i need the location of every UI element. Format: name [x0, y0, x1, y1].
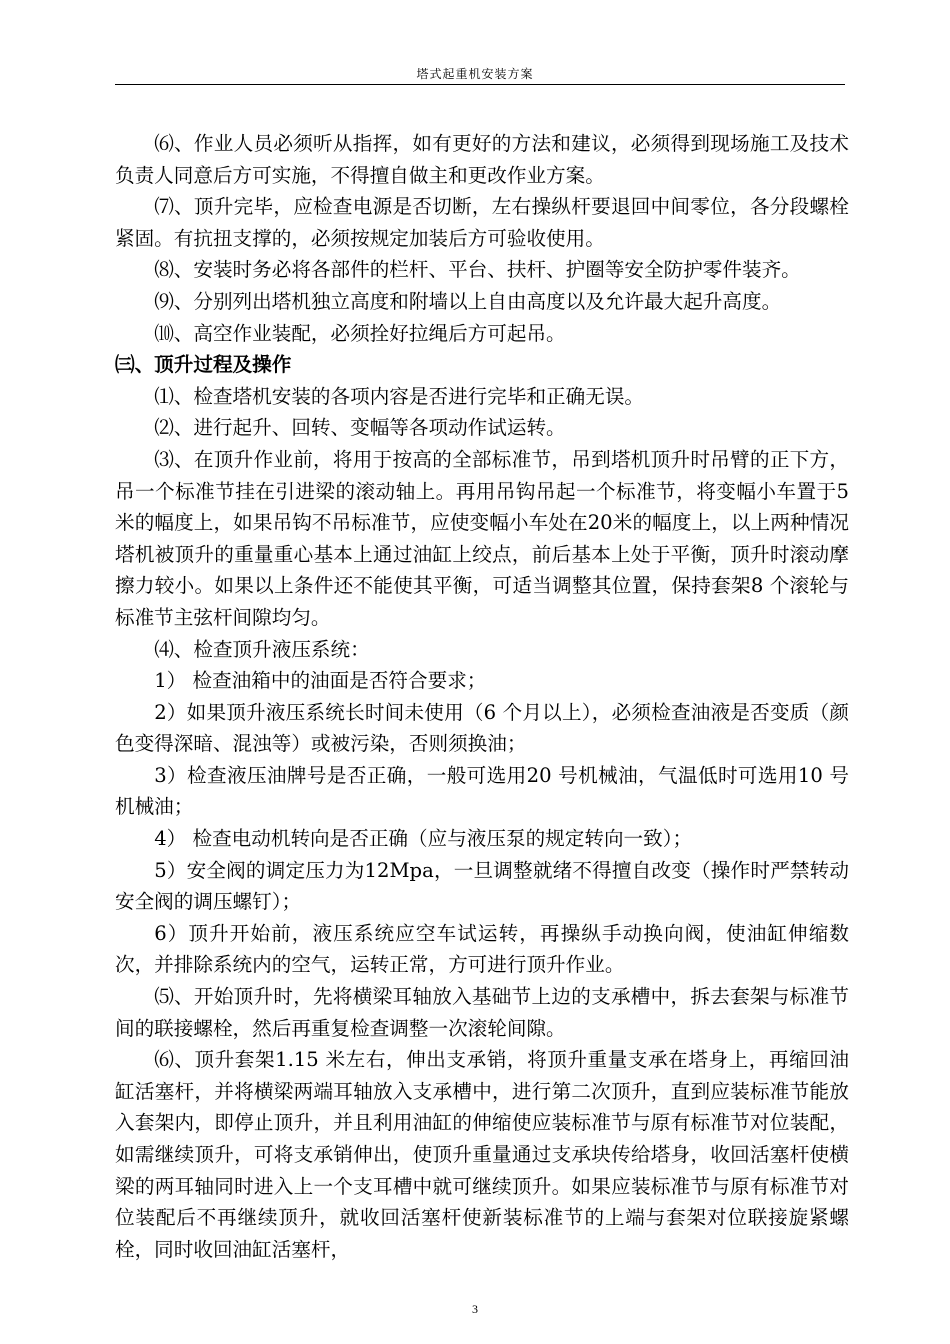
- paragraph: 2）如果顶升液压系统长时间未使用（6 个月以上），必须检查油液是否变质（颜色变得深暗、混浊等）或被污染，否则须换油；: [115, 700, 849, 756]
- paragraph: ⑹、作业人员必须听从指挥，如有更好的方法和建议，必须得到现场施工及技术负责人同意后方可实施，不得擅自做主和更改作业方案。: [115, 132, 849, 187]
- paragraph: ⑻、安装时务必将各部件的栏杆、平台、扶杆、护圈等安全防护零件装齐。: [154, 258, 801, 282]
- paragraph: 1） 检查油箱中的油面是否符合要求；: [154, 669, 487, 693]
- paragraph: ⑹、顶升套架1.15 米左右，伸出支承销，将顶升重量支承在塔身上，再缩回油缸活塞杆，并将横梁两端耳轴放入支承槽中，进行第二次顶升，直到应装标准节能放入套架内，即停止顶升，并且利用油缸的伸缩使应装标准节与原有标准节对位装配，如需继续顶升，可将支承销伸出，使顶升重量通过支承块传给塔身，收回活塞杆使横梁的两耳轴同时进入上一个支耳槽中就可继续顶升。如果应装标准节与原有标准节对位装配后不再继续顶升，就收回活塞杆使新装标准节的上端与套架对位联接旋紧螺栓，同时收回油缸活塞杆，: [115, 1048, 849, 1261]
- paragraph: 3）检查液压油牌号是否正确，一般可选用20 号机械油，气温低时可选用10 号机械油；: [115, 763, 849, 819]
- paragraph: 6）顶升开始前，液压系统应空车试运转，再操纵手动换向阀，使油缸伸缩数次，并排除系统内的空气，运转正常，方可进行顶升作业。: [115, 921, 849, 977]
- paragraph: ⑺、顶升完毕，应检查电源是否切断，左右操纵杆要退回中间零位，各分段螺栓紧固。有抗扭支撑的，必须按规定加装后方可验收使用。: [115, 195, 849, 250]
- running-header: 塔式起重机安装方案: [416, 67, 534, 81]
- section-heading: ㈢、顶升过程及操作: [115, 353, 292, 377]
- header-rule: [115, 84, 845, 85]
- paragraph: ⑸、开始顶升时，先将横梁耳轴放入基础节上边的支承槽中，拆去套架与标准节间的联接螺栓，然后再重复检查调整一次滚轮间隙。: [115, 985, 849, 1040]
- paragraph: ⑴、检查塔机安装的各项内容是否进行完毕和正确无误。: [154, 384, 645, 408]
- page-number: 3: [472, 1302, 478, 1316]
- paragraph: ⑽、高空作业装配，必须拴好拉绳后方可起吊。: [154, 321, 566, 345]
- paragraph: ⑷、检查顶升液压系统：: [154, 637, 370, 661]
- paragraph: ⑶、在顶升作业前，将用于按高的全部标准节，吊到塔机顶升时吊臂的正下方，吊一个标准节挂在引进梁的滚动轴上。再用吊钩吊起一个标准节，将变幅小车置于5米的幅度上，如果吊钩不吊标准节，应使变幅小车处在20米的幅度上，以上两种情况塔机被顶升的重量重心基本上通过油缸上绞点，前后基本上处于平衡，顶升时滚动摩擦力较小。如果以上条件还不能使其平衡，可适当调整其位置，保持套架8 个滚轮与标准节主弦杆间隙均匀。: [115, 447, 849, 629]
- document-body: [115, 128, 849, 1265]
- paragraph: 4） 检查电动机转向是否正确（应与液压泵的规定转向一致）；: [154, 827, 693, 851]
- paragraph: ⑵、进行起升、回转、变幅等各项动作试运转。: [154, 416, 566, 440]
- paragraph: 5）安全阀的调定压力为12Mpa，一旦调整就绪不得擅自改变（操作时严禁转动安全阀的调压螺钉）；: [115, 858, 849, 914]
- paragraph: ⑼、分别列出塔机独立高度和附墙以上自由高度以及允许最大起升高度。: [154, 289, 782, 313]
